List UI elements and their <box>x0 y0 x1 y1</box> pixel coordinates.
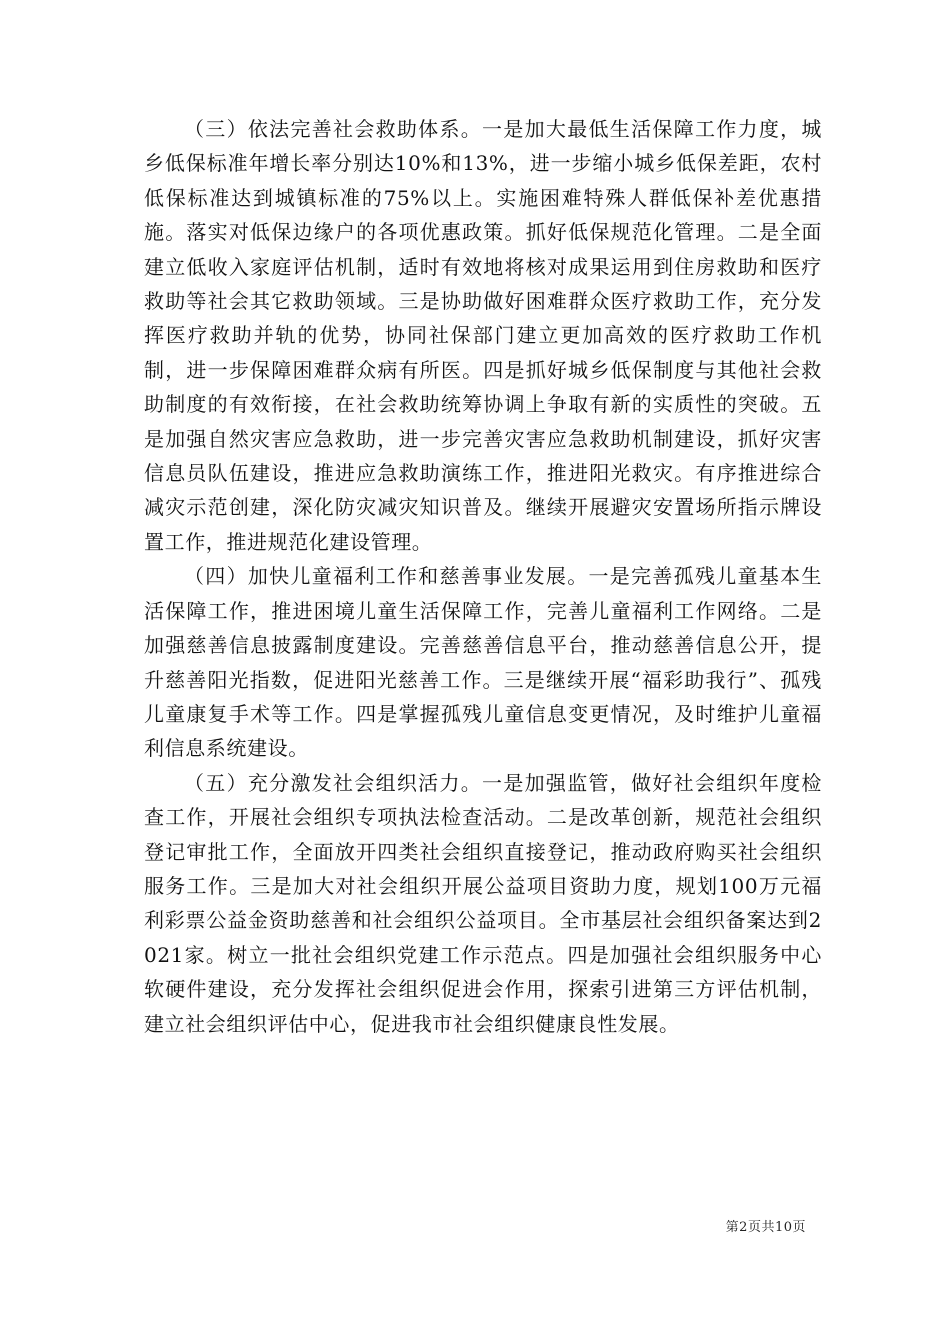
paragraph-social-assistance: （三）依法完善社会救助体系。一是加大最低生活保障工作力度，城乡低保标准年增长率分别达10%和13%，进一步缩小城乡低保差距，农村低保标准达到城镇标准的75%以上。实施困难特殊人群低保补差优惠措施。落实对低保边缘户的各项优惠政策。抓好低保规范化管理。二是全面建立低收入家庭评估机制，适时有效地将核对成果运用到住房救助和医疗救助等社会其它救助领域。三是协助做好困难群众医疗救助工作，充分发挥医疗救助并轨的优势，协同社保部门建立更加高效的医疗救助工作机制，进一步保障困难群众病有所医。四是抓好城乡低保制度与其他社会救助制度的有效衔接，在社会救助统筹协调上争取有新的实质性的突破。五是加强自然灾害应急救助，进一步完善灾害应急救助机制建设，抓好灾害信息员队伍建设，推进应急救助演练工作，推进阳光救灾。有序推进综合减灾示范创建，深化防灾减灾知识普及。继续开展避灾安置场所指示牌设置工作，推进规范化建设管理。 <box>144 117 822 554</box>
paragraph-child-welfare: （四）加快儿童福利工作和慈善事业发展。一是完善孤残儿童基本生活保障工作，推进困境儿童生活保障工作，完善儿童福利工作网络。二是加强慈善信息披露制度建设。完善慈善信息平台，推动慈善信息公开，提升慈善阳光指数，促进阳光慈善工作。三是继续开展“福彩助我行”、孤残儿童康复手术等工作。四是掌握孤残儿童信息变更情况，及时维护儿童福利信息系统建设。 <box>144 564 822 761</box>
page-number: 第2页共10页 <box>725 1220 806 1235</box>
document-body <box>144 112 822 1041</box>
paragraph-social-organizations: （五）充分激发社会组织活力。一是加强监管，做好社会组织年度检查工作，开展社会组织专项执法检查活动。二是改革创新，规范社会组织登记审批工作，全面放开四类社会组织直接登记，推动政府购买社会组织服务工作。三是加大对社会组织开展公益项目资助力度，规划100万元福利彩票公益金资助慈善和社会组织公益项目。全市基层社会组织备案达到2021家。树立一批社会组织党建工作示范点。四是加强社会组织服务中心软硬件建设，充分发挥社会组织促进会作用，探索引进第三方评估机制，建立社会组织评估中心，促进我市社会组织健康良性发展。 <box>144 770 822 1036</box>
